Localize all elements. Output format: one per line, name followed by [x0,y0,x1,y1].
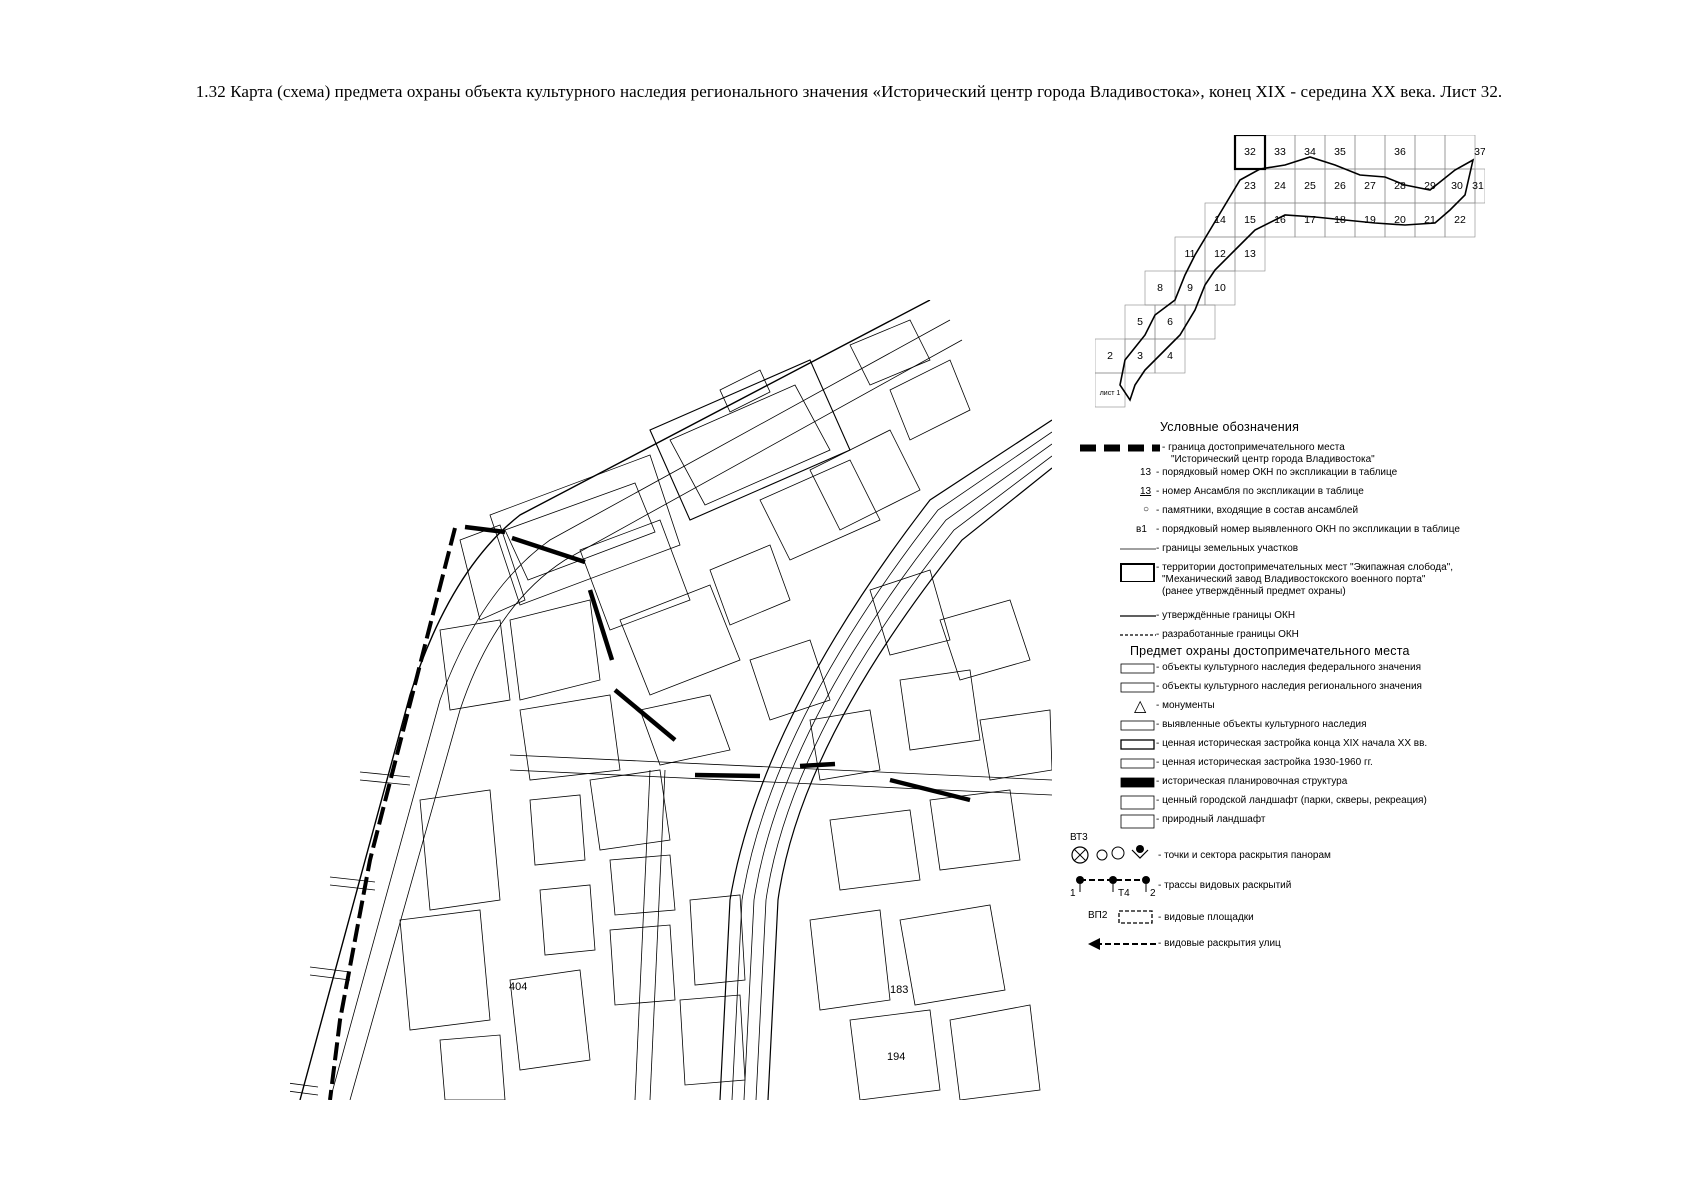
outline-box-symbol [1120,738,1156,758]
index-label: 23 [1244,180,1256,192]
index-sheet-label: лист 1 [1099,390,1121,397]
index-label: 14 [1214,214,1226,226]
map-canvas [290,300,1052,1100]
track-line-icon [1070,872,1160,892]
index-label: 35 [1334,146,1346,158]
index-label-current: 32 [1244,146,1256,158]
index-label: 20 [1394,214,1406,226]
legend-item-panorama-points: ВТ3 - точки и сектора раскрытия панорам [1070,832,1500,868]
legend-item-urban-landscape: - ценный городской ландшафт (парки, скверы, рекреация) [1070,795,1500,815]
small-circle-icon: ○ [1143,504,1150,515]
legend-item-viewing-platforms: ВП2 - видовые площадки [1070,910,1500,930]
legend-item-federal-okn: - объекты культурного наследия федерального значения [1070,662,1500,682]
legend-title: Условные обозначения [1160,420,1300,434]
outline-box-symbol [1120,719,1156,739]
index-label: 16 [1274,214,1286,226]
legend-item-okn-number: 13 - порядковый номер ОКН по экспликации в таблице [1140,467,1398,478]
index-label: 36 [1394,146,1406,158]
legend-item-approved-boundaries: - утверждённые границы ОКН [1070,610,1500,630]
index-label: 28 [1394,180,1406,192]
index-label: 17 [1304,214,1316,226]
legend-item-regional-okn: - объекты культурного наследия регионального значения [1070,681,1500,701]
filled-box-symbol [1120,776,1156,796]
index-label: 2 [1107,350,1113,362]
main-map[interactable] [290,300,1052,1100]
legend-item-view-tracks: 1 Т4 2 - трассы видовых раскрытий [1070,872,1500,902]
index-label: 19 [1364,214,1376,226]
index-label: 24 [1274,180,1286,192]
index-label: 13 [1244,248,1256,260]
legend-item-identified-number: в1 - порядковый номер выявленного ОКН по экспликации в таблице [1136,524,1460,535]
legend-item-landmark-territories: - территории достопримечательных мест "Экипажная слобода", "Механический завод Владивостокского военного порта" (ранее утверждённый предмет охраны) [1070,562,1500,606]
index-label: 5 [1137,316,1143,328]
map-label-183: 183 [890,984,909,996]
index-label: 12 [1214,248,1226,260]
index-label: 4 [1167,350,1173,362]
legend-item-boundary: - граница достопримечательного места "Исторический центр города Владивостока" [1070,440,1500,460]
index-label: 8 [1157,282,1163,294]
arrow-left-icon [1088,936,1158,956]
map-label-194: 194 [887,1051,906,1063]
index-label: 37 [1474,146,1485,158]
legend-item-historic-planning: - историческая планировочная структура [1070,776,1500,796]
index-label: 25 [1304,180,1316,192]
rect-bold-symbol [1120,562,1156,582]
index-label: 22 [1454,214,1466,226]
legend-item-natural-landscape: - природный ландшафт [1070,814,1500,834]
outline-box-symbol [1120,662,1156,682]
solid-line-symbol [1120,610,1156,630]
outline-box-symbol [1120,814,1156,834]
legend-item-land-plots: - границы земельных участков [1070,543,1500,563]
index-label: 27 [1364,180,1376,192]
boundary-symbol [1080,440,1160,460]
legend-item-developed-boundaries: - разработанные границы ОКН [1070,629,1500,649]
legend-item-valuable-1930-1960: - ценная историческая застройка 1930-1960 гг. [1070,757,1500,777]
legend [1070,420,1490,960]
legend-item-valuable-19-20: - ценная историческая застройка конца XIX начала XX вв. [1070,738,1500,758]
legend-item-street-views: - видовые раскрытия улиц [1070,936,1500,956]
index-label: 15 [1244,214,1256,226]
map-label-404: 404 [509,981,528,993]
dashed-box-symbol [1118,910,1154,930]
legend-item-identified-okn: - выявленные объекты культурного наследия [1070,719,1500,739]
triangle-icon: △ [1134,698,1147,715]
index-label: 9 [1187,282,1193,294]
legend-subtitle: Предмет охраны достопримечательного места [1130,644,1410,658]
index-label: 31 [1472,180,1484,192]
legend-item-ensemble-number: 13 - номер Ансамбля по экспликации в таблице [1140,486,1364,497]
index-label: 30 [1451,180,1463,192]
outline-box-symbol [1120,795,1156,815]
outline-box-symbol [1120,757,1156,777]
page-title: 1.32 Карта (схема) предмета охраны объекта культурного наследия регионального значения «Исторический центр города Владивостока», конец XIX - середина XX века. Лист 32. [195,82,1503,101]
index-label: 3 [1137,350,1143,362]
index-label: 29 [1424,180,1436,192]
legend-item-ensemble-monuments: ○ - памятники, входящие в состав ансамблей [1143,504,1359,516]
index-label: 6 [1167,316,1173,328]
index-label: 34 [1304,146,1316,158]
index-label: 10 [1214,282,1226,294]
index-label: 33 [1274,146,1286,158]
index-map[interactable] [1095,135,1485,410]
index-label: 21 [1424,214,1436,226]
index-label: 26 [1334,180,1346,192]
index-label: 18 [1334,214,1346,226]
thin-line-symbol [1120,543,1156,563]
index-grid [1095,135,1485,410]
index-label: 11 [1184,248,1196,260]
legend-item-monuments: △ - монументы [1134,698,1215,715]
panorama-point-icon [1070,844,1160,864]
